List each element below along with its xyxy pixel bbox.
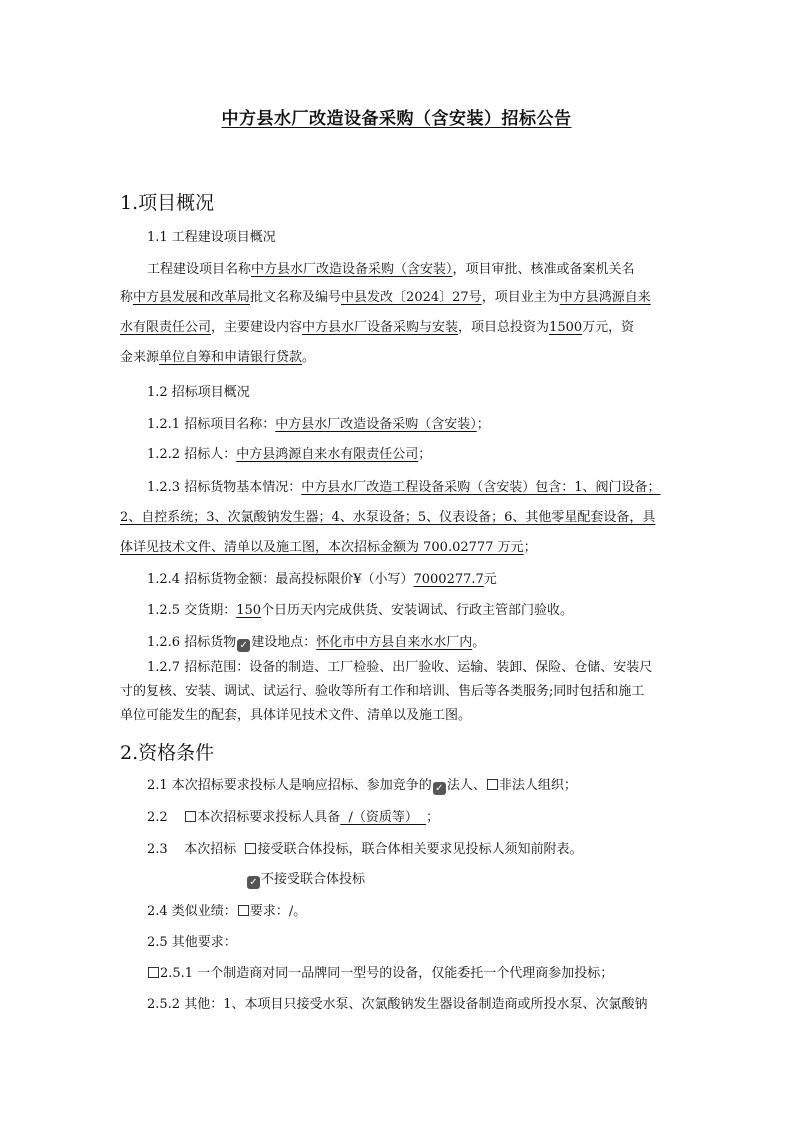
- item-1-2-3-line-1: 1.2.3 招标货物基本情况：中方县水厂改造工程设备采购（含安装）包含：1、阀门设备；: [147, 480, 661, 495]
- unchecked-checkbox-icon[interactable]: [238, 905, 249, 916]
- item-1-2-2: 1.2.2 招标人：中方县鸿源自来水有限责任公司；: [147, 447, 432, 462]
- unchecked-checkbox-icon[interactable]: [245, 843, 256, 854]
- item-2-1: 2.1 本次招标要求投标人是响应招标、参加竞争的 ✓ 法人、 非法人组织；: [147, 778, 577, 794]
- checked-checkbox-icon[interactable]: ✓: [237, 639, 250, 652]
- subsection-1-2: 1.2 招标项目概况: [147, 385, 250, 400]
- item-1-2-4: 1.2.4 招标货物金额：最高投标限价¥（小写）7000277.7元: [147, 572, 497, 587]
- item-1-2-5: 1.2.5 交货期：150个日历天内完成供货、安装调试、行政主管部门验收。: [147, 603, 574, 618]
- item-1-2-1: 1.2.1 招标项目名称：中方县水厂改造设备采购（含安装）；: [147, 417, 490, 432]
- checked-checkbox-icon[interactable]: ✓: [433, 782, 446, 795]
- item-1-2-3-line-3: 体详见技术文件、清单以及施工图，本次招标金额为 700.02777 万元；: [120, 540, 537, 555]
- unchecked-checkbox-icon[interactable]: [185, 811, 196, 822]
- item-2-3: 2.3 本次招标 接受联合体投标，联合体相关要求见投标人须知前附表。: [147, 842, 583, 857]
- unchecked-checkbox-icon[interactable]: [487, 779, 498, 790]
- checked-checkbox-icon[interactable]: ✓: [247, 876, 260, 889]
- item-2-3-option-2: ✓ 不接受联合体投标: [246, 871, 546, 889]
- item-2-5-1: 2.5.1 一个制造商对同一品牌同一型号的设备，仅能委托一个代理商参加投标；: [147, 965, 675, 983]
- project-overview-line-4: 金来源单位自筹和申请银行贷款。: [120, 350, 316, 365]
- project-overview-line-3: 水有限责任公司，主要建设内容中方县水厂设备采购与安装，项目总投资为1500万元，资: [120, 320, 635, 335]
- section-2-heading: 2.资格条件: [120, 742, 215, 764]
- project-overview-line-2: 称中方县发展和改革局批文名称及编号中县发改〔2024〕27号，项目业主为中方县鸿源自来: [120, 290, 651, 305]
- item-1-2-6: 1.2.6 招标货物 ✓ 建设地点：怀化市中方县自来水水厂内。: [147, 635, 486, 651]
- project-overview-line-1: 工程建设项目名称中方县水厂改造设备采购（含安装），项目审批、核准或备案机关名: [147, 262, 635, 277]
- item-2-5-2: 2.5.2 其他：1、本项目只接受水泵、次氯酸钠发生器设备制造商或所投水泵、次氯酸钠: [147, 997, 648, 1012]
- document-title: 中方县水厂改造设备采购（含安装）招标公告: [221, 109, 572, 129]
- item-2-4: 2.4 类似业绩： 要求：/。: [147, 904, 307, 919]
- unchecked-checkbox-icon[interactable]: [148, 967, 159, 978]
- item-1-2-7-line-3: 单位可能发生的配套，具体详见技术文件、清单以及施工图。: [120, 708, 472, 723]
- subsection-1-1: 1.1 工程建设项目概况: [147, 230, 276, 245]
- item-1-2-3-line-2: 2、自控系统；3、次氯酸钠发生器；4、水泵设备；5、仪表设备；6、其他零星配套设备，具: [120, 510, 656, 525]
- item-1-2-7-line-1: 1.2.7 招标范围：设备的制造、工厂检验、出厂验收、运输、装卸、保险、仓储、安装尺: [147, 660, 653, 675]
- item-2-5: 2.5 其他要求：: [147, 935, 237, 950]
- item-2-2: 2.2 本次招标要求投标人具备 /（资质等） ；: [147, 810, 440, 825]
- item-1-2-7-line-2: 寸的复核、安装、调试、试运行、验收等所有工作和培训、售后等各类服务;同时包括和施工: [120, 684, 645, 699]
- section-1-heading: 1.项目概况: [120, 192, 215, 214]
